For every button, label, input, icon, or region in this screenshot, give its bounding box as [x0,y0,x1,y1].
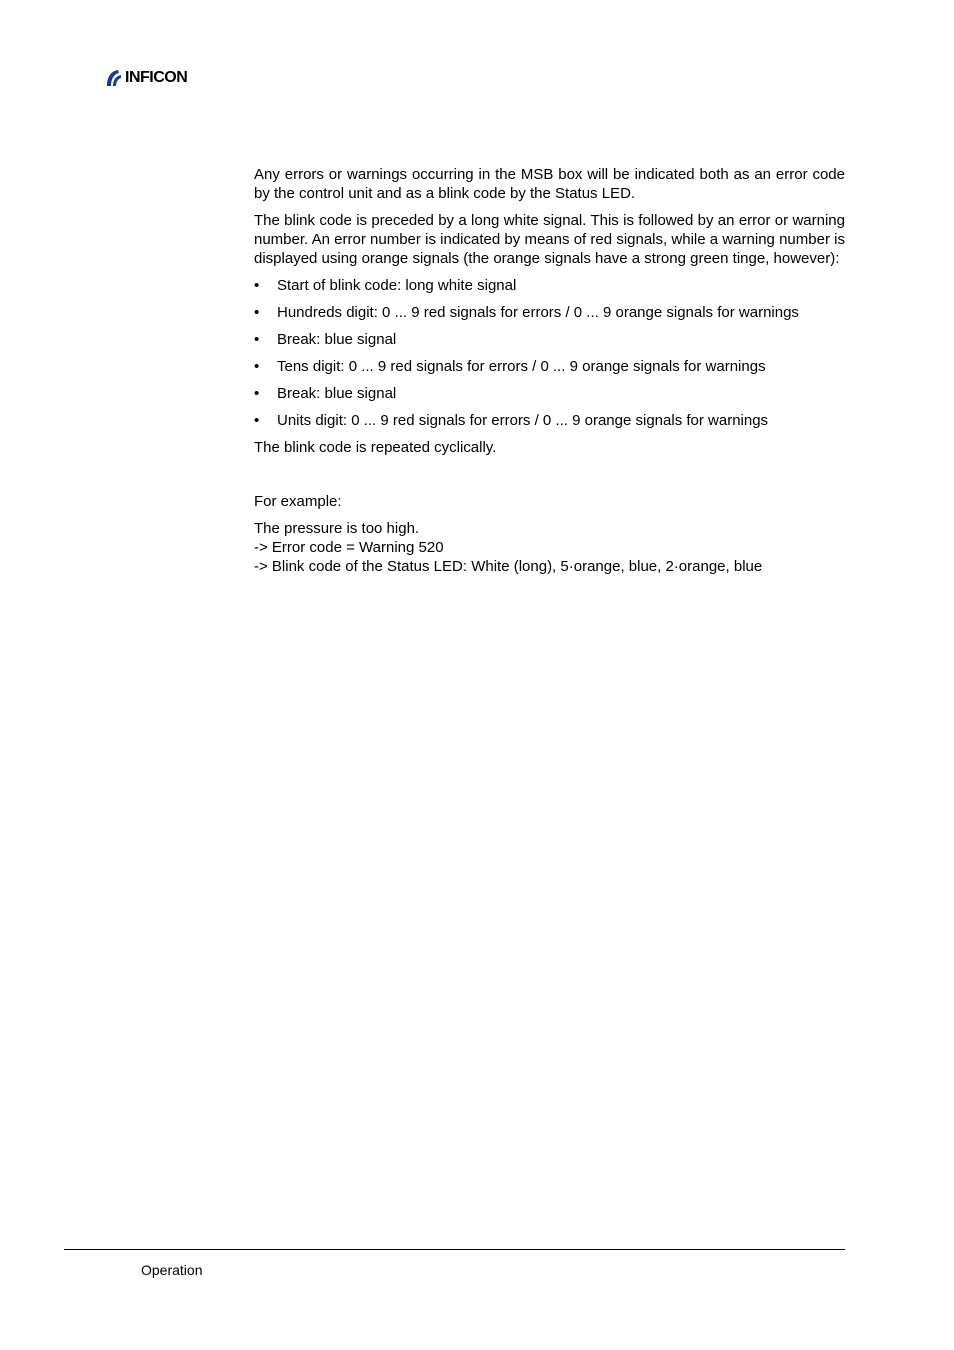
main-content [254,165,845,584]
list-item [254,276,845,295]
blink-code-list [254,276,845,430]
list-item-text: Tens digit: 0 ... 9 red signals for errors / 0 ... 9 orange signals for warnings [277,358,766,375]
bullet-icon: • [254,412,260,429]
list-item [254,384,845,403]
footer-divider [64,1249,845,1250]
repeat-note: The blink code is repeated cyclically. [254,439,497,456]
bullet-icon: • [254,358,260,375]
example-line: -> Error code = Warning 520 [254,539,444,556]
list-item-text: Break: blue signal [277,385,397,402]
logo-wordmark: INFICON [125,69,188,86]
example-line: -> Blink code of the Status LED: White (long), 5·orange, blue, 2·orange, blue [254,558,763,575]
example-line: The pressure is too high. [254,520,420,537]
list-item-text: Hundreds digit: 0 ... 9 red signals for errors / 0 ... 9 orange signals for warnings [277,304,799,321]
intro-paragraph: Any errors or warnings occurring in the MSB box will be indicated both as an error code by the control unit and as a blink code by the Status LED. [254,166,845,202]
list-item-text: Break: blue signal [277,331,397,348]
list-item-text: Units digit: 0 ... 9 red signals for errors / 0 ... 9 orange signals for warnings [277,412,769,429]
inficon-logo-icon [104,67,124,89]
spacer [254,465,845,492]
inficon-logo [104,66,187,90]
list-item [254,303,845,322]
example-block [254,519,845,576]
bullet-icon: • [254,277,260,294]
list-item [254,330,845,349]
description-paragraph: The blink code is preceded by a long white signal. This is followed by an error or warning number. An error number is indicated by means of red signals, while a warning number is displayed using orange signals (the orange signals have a strong green tinge, however): [254,212,845,267]
footer-section-title: Operation [141,1262,203,1278]
list-item [254,411,845,430]
example-label: For example: [254,493,342,510]
list-item [254,357,845,376]
bullet-icon: • [254,304,260,321]
bullet-icon: • [254,385,260,402]
list-item-text: Start of blink code: long white signal [277,277,517,294]
bullet-icon: • [254,331,260,348]
